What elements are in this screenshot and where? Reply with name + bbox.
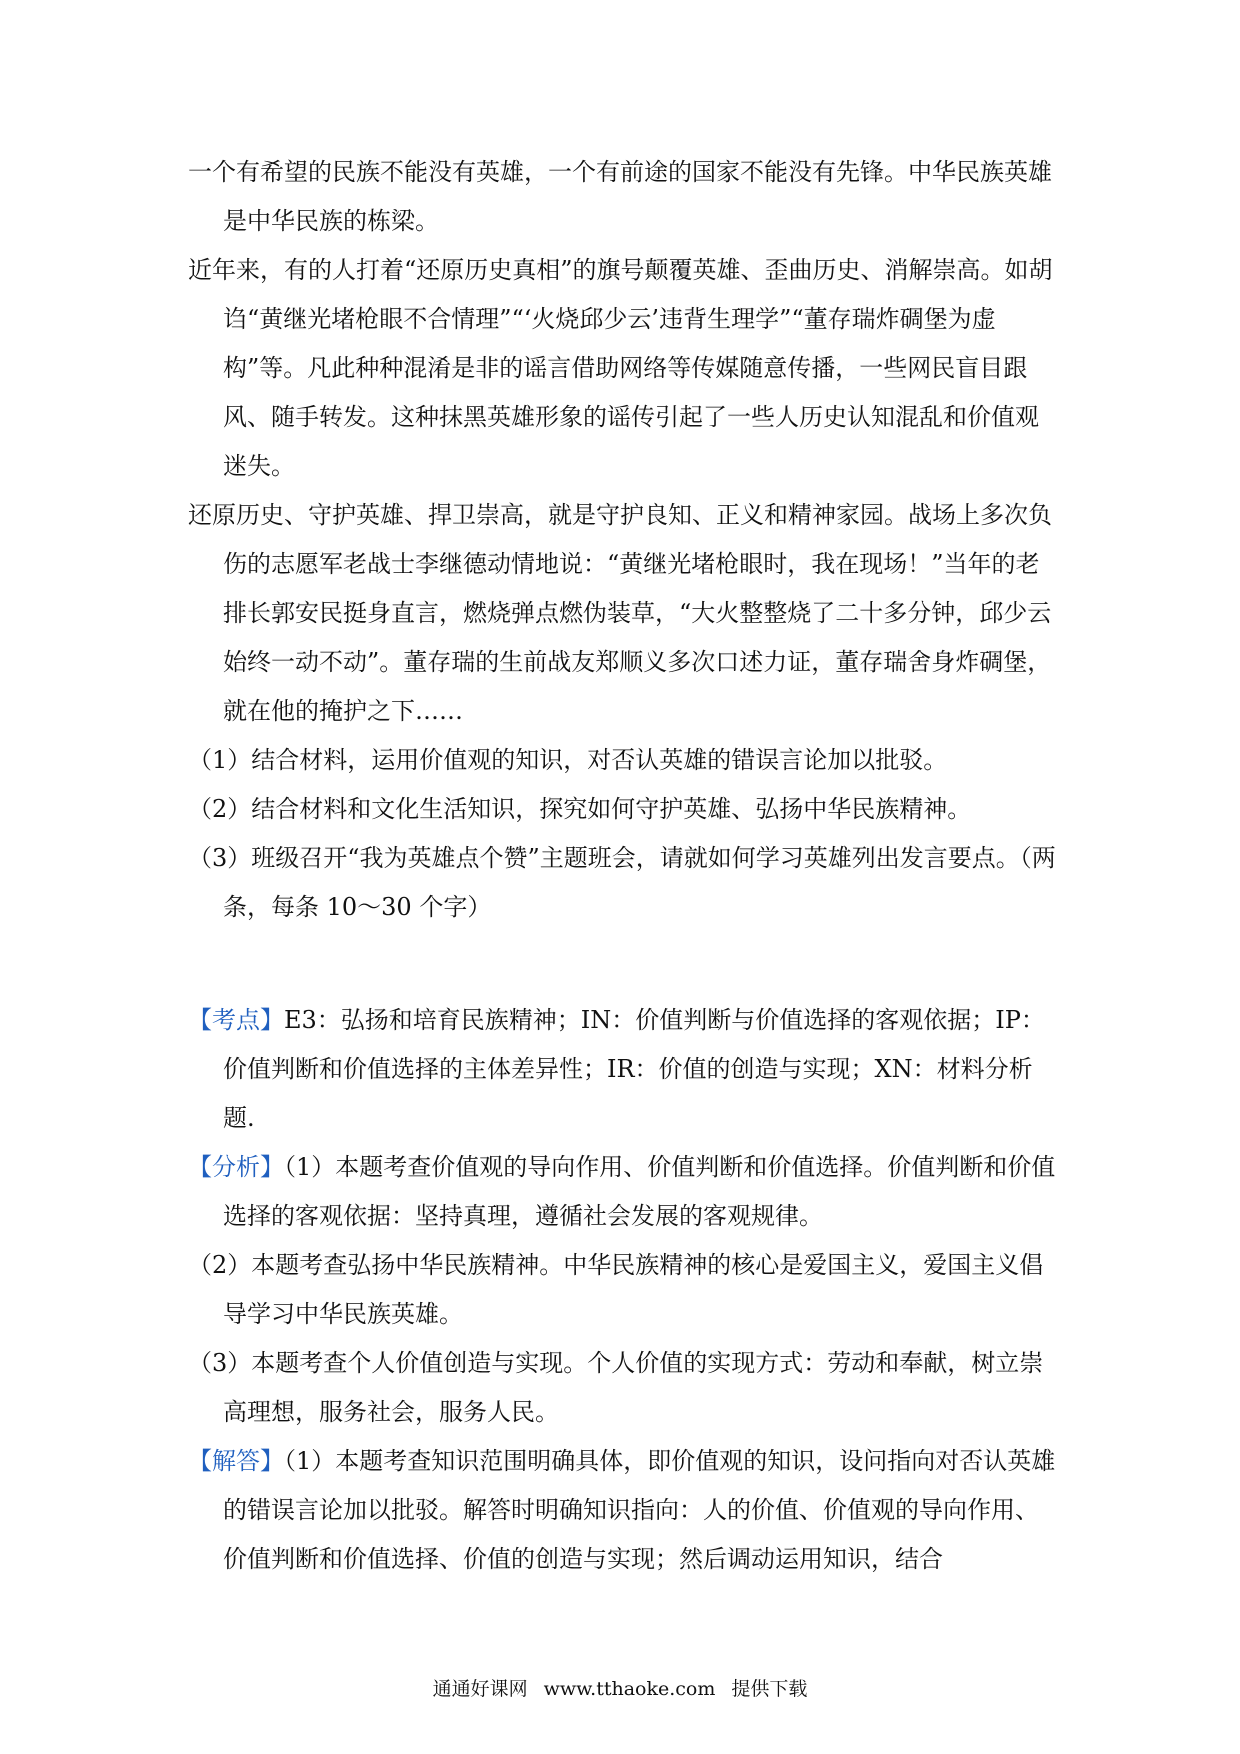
kaodian-tag: 【考点】 [188,1006,284,1034]
fenxi-item-2: （2）本题考查弘扬中华民族精神。中华民族精神的核心是爱国主义，爱国主义倡导学习中华民族英雄。 [188,1251,1044,1328]
fenxi-text: （1）本题考查价值观的导向作用、价值判断和价值选择。价值判断和价值选择的客观依据：坚持真理，遵循社会发展的客观规律。 [223,1153,1056,1230]
question-1: （1）结合材料，运用价值观的知识，对否认英雄的错误言论加以批驳。 [188,746,948,774]
footer-url-link[interactable]: www.tthaoke.com [543,1678,716,1700]
fenxi-item-3: （3）本题考查个人价值创造与实现。个人价值的实现方式：劳动和奉献，树立崇高理想，服务社会，服务人民。 [188,1349,1044,1426]
page-footer [0,1674,1240,1701]
fenxi-section [188,1143,1058,1241]
jieda-section [188,1437,1058,1584]
jieda-tag: 【解答】 [188,1447,284,1475]
question-3: （3）班级召开“我为英雄点个赞”主题班会，请就如何学习英雄列出发言要点。（两条，每条 10～30 个字） [188,844,1056,921]
question-2: （2）结合材料和文化生活知识，探究如何守护英雄、弘扬中华民族精神。 [188,795,972,823]
footer-note: 提供下载 [731,1678,808,1700]
material-paragraph-1: 一个有希望的民族不能没有英雄，一个有前途的国家不能没有先锋。中华民族英雄是中华民族的栋梁。 [188,158,1052,235]
content-body [188,148,1058,1584]
material-paragraph-2: 近年来，有的人打着“还原历史真相”的旗号颠覆英雄、歪曲历史、消解崇高。如胡诌“黄继光堵枪眼不合情理”“‘火烧邱少云’违背生理学”“董存瑞炸碉堡为虚构”等。凡此种种混淆是非的谣言借助网络等传媒随意传播，一些网民盲目跟风、随手转发。这种抹黑英雄形象的谣传引起了一些人历史认知混乱和价值观迷失。 [188,256,1053,480]
kaodian-section [188,996,1058,1143]
kaodian-text: E3：弘扬和培育民族精神；IN：价值判断与价值选择的客观依据；IP：价值判断和价值选择的主体差异性；IR：价值的创造与实现；XN：材料分析题. [223,1006,1045,1132]
material-paragraph-3: 还原历史、守护英雄、捍卫崇高，就是守护良知、正义和精神家园。战场上多次负伤的志愿军老战士李继德动情地说：“黄继光堵枪眼时，我在现场！”当年的老排长郭安民挺身直言，燃烧弹点燃伪装草，“大火整整烧了二十多分钟，邱少云始终一动不动”。董存瑞的生前战友郑顺义多次口述力证，董存瑞舍身炸碉堡，就在他的掩护之下…… [188,501,1052,725]
jieda-text: （1）本题考查知识范围明确具体，即价值观的知识，设问指向对否认英雄的错误言论加以批驳。解答时明确知识指向：人的价值、价值观的导向作用、价值判断和价值选择、价值的创造与实现；然后调动运用知识，结合 [223,1447,1056,1573]
section-spacer [188,932,1058,996]
footer-site-name: 通通好课网 [432,1678,528,1700]
fenxi-tag: 【分析】 [188,1153,284,1181]
